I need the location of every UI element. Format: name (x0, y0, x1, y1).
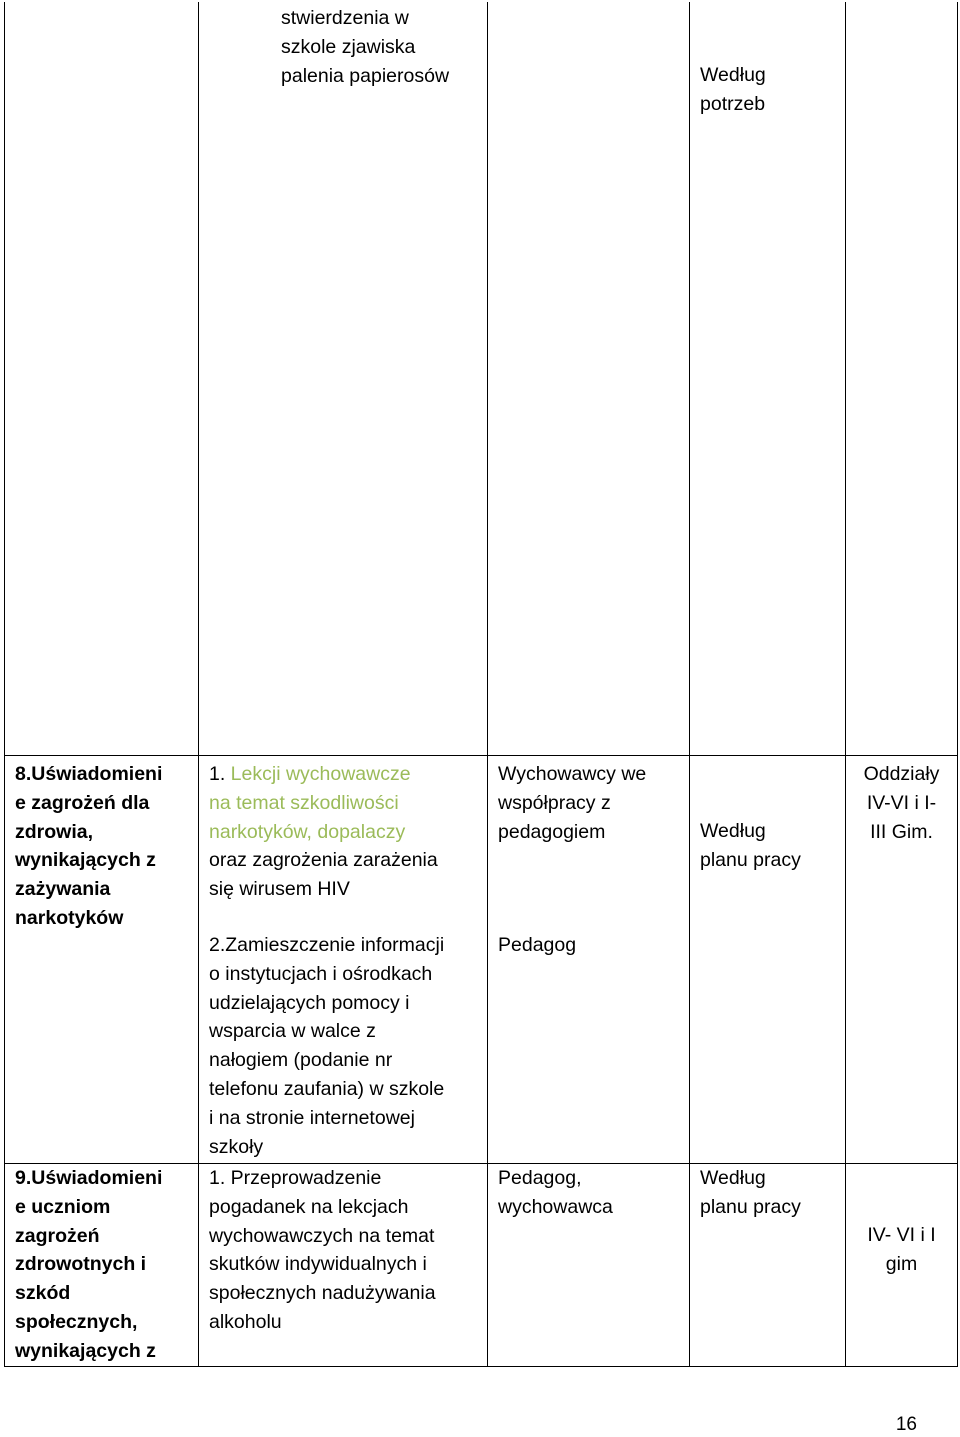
text-line: się wirusem HIV (209, 878, 350, 901)
text-line: narkotyków (15, 906, 124, 929)
text-line: wychowawczych na temat (209, 1224, 435, 1247)
text-line: nałogiem (podanie nr (209, 1049, 393, 1072)
row9-goal-cell (15, 1164, 162, 1366)
text-line: skutków indywidualnych i (209, 1253, 427, 1276)
text-line: wynikających z (15, 849, 156, 872)
text-line: 8.Uświadomieni (15, 763, 163, 785)
text-line: e uczniom (15, 1195, 111, 1218)
text-line: telefonu zaufania) w szkole (209, 1077, 445, 1100)
highlighted-text: na temat szkodliwości (209, 791, 399, 814)
text-line: IV- VI i I (867, 1224, 936, 1246)
row9-term-cell (700, 1164, 801, 1222)
table-border (4, 1366, 958, 1367)
row9-classes-cell (846, 1221, 957, 1279)
text-line: społecznych, (15, 1310, 138, 1333)
text-line: e zagrożeń dla (15, 791, 150, 814)
row8-task1-cell (209, 760, 438, 904)
text-line: pogadanek na lekcjach (209, 1195, 409, 1218)
text-line: Pedagog, (498, 1167, 582, 1189)
text-line: zażywania (15, 878, 111, 901)
text-line: współpracy z (498, 791, 611, 814)
text-line: III Gim. (870, 820, 933, 843)
text-line: 9.Uświadomieni (15, 1167, 163, 1189)
text-line: Oddziały (863, 763, 940, 785)
text-line: stwierdzenia w (281, 7, 409, 29)
page-number: 16 (895, 1414, 917, 1435)
text-line: udzielających pomocy i (209, 991, 410, 1014)
table-border (4, 755, 958, 756)
row8-term-cell (700, 817, 801, 875)
text-line: szkoły (209, 1135, 264, 1158)
text-line: Wychowawcy we (498, 763, 647, 785)
top-term-cell (700, 61, 766, 119)
text-line: wynikających z (15, 1339, 156, 1362)
text-line: szkole zjawiska (281, 35, 416, 58)
text-line: o instytucjach i ośrodkach (209, 962, 433, 985)
text-line: 2.Zamieszczenie informacji (209, 934, 445, 956)
row9-task-cell (209, 1164, 436, 1337)
task-number: 1. (209, 763, 226, 785)
text-line: 1. Przeprowadzenie (209, 1167, 382, 1189)
text-line: alkoholu (209, 1310, 282, 1333)
text-line: Pedagog (498, 934, 577, 956)
row8-goal-cell (15, 760, 162, 933)
row8-task2-cell (209, 931, 444, 1161)
text-line (209, 760, 438, 789)
row8-resp1-cell (498, 760, 646, 846)
text-line: społecznych nadużywania (209, 1282, 436, 1305)
top-method-cell (281, 4, 449, 90)
row8-resp2-cell (498, 931, 576, 960)
text-line: zdrowia, (15, 820, 94, 843)
text-line: Według (700, 820, 766, 842)
text-line: planu pracy (700, 848, 801, 871)
text-line: Według (700, 1167, 766, 1189)
text-line: wsparcia w walce z (209, 1020, 376, 1043)
text-line: palenia papierosów (281, 64, 450, 87)
highlighted-text: narkotyków, dopalaczy (209, 820, 406, 843)
text-line: IV-VI i I- (866, 791, 937, 814)
text-line: zdrowotnych i (15, 1253, 147, 1276)
text-line: potrzeb (700, 92, 766, 115)
text-line: i na stronie internetowej (209, 1106, 415, 1129)
text-line: wychowawca (498, 1195, 613, 1218)
highlighted-text: Lekcji wychowawcze (225, 763, 411, 785)
text-line: Według (700, 64, 766, 86)
row9-resp-cell (498, 1164, 613, 1222)
row8-classes-cell (846, 760, 957, 846)
text-line: gim (885, 1252, 918, 1275)
text-line: oraz zagrożenia zarażenia (209, 849, 438, 872)
text-line: planu pracy (700, 1195, 801, 1218)
text-line: szkód (15, 1282, 71, 1305)
text-line: pedagogiem (498, 820, 606, 843)
text-line: zagrożeń (15, 1224, 100, 1247)
